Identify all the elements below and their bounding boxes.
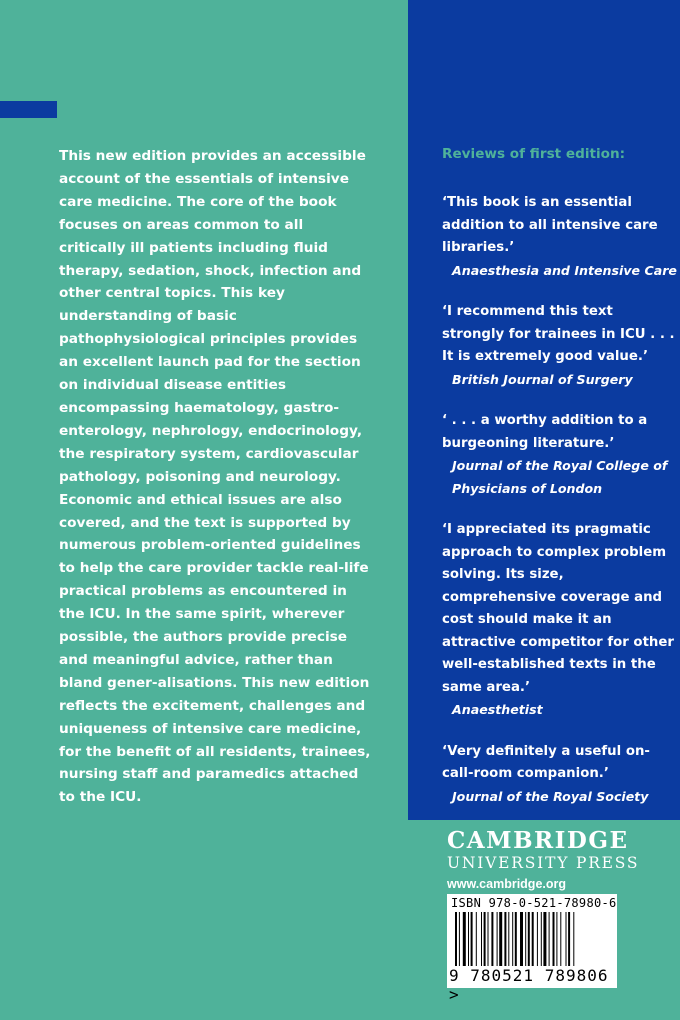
barcode-digits: 9 780521 789806 >: [449, 966, 609, 1004]
barcode-bar: [499, 912, 502, 966]
barcode-bars: [453, 912, 611, 970]
review-item: [442, 301, 678, 391]
barcode-bar: [553, 912, 555, 966]
review-quote: ‘ . . . a worthy addition to a burgeoning literature.’: [442, 413, 648, 451]
review-source: Anaesthetist: [452, 702, 543, 717]
barcode-bar: [520, 912, 523, 966]
reviews-heading: Reviews of first edition:: [442, 146, 626, 162]
barcode-bar: [525, 912, 526, 966]
review-quote: ‘This book is an essential addition to all intensive care libraries.’: [442, 195, 658, 255]
publisher-name: CAMBRIDGE: [447, 827, 629, 854]
review-item: [442, 192, 678, 282]
barcode-bar: [556, 912, 557, 966]
publisher-subtitle: UNIVERSITY PRESS: [447, 854, 640, 872]
barcode-bar: [573, 912, 574, 966]
review-item: [442, 410, 678, 500]
barcode-bar: [504, 912, 506, 966]
barcode: [447, 894, 617, 1004]
isbn-label: ISBN 978-0-521-78980-6: [451, 896, 617, 910]
barcode-bar: [543, 912, 546, 966]
review-source: British Journal of Surgery: [452, 371, 633, 387]
barcode-bar: [476, 912, 477, 966]
barcode-bar: [512, 912, 513, 966]
barcode-bar: [568, 912, 570, 966]
reviews-panel: [408, 0, 680, 820]
review-source: Anaesthesia and Intensive Care: [452, 262, 677, 278]
barcode-bar: [549, 912, 550, 966]
barcode-bar: [481, 912, 482, 966]
barcode-bar: [459, 912, 460, 966]
barcode-bar: [532, 912, 534, 966]
review-list: [442, 192, 678, 827]
review-item: [442, 519, 678, 722]
barcode-bar: [463, 912, 466, 966]
barcode-bar: [468, 912, 469, 966]
publisher-logo: [447, 828, 639, 891]
barcode-bar: [484, 912, 486, 966]
barcode-bar: [537, 912, 538, 966]
review-source: Journal of the Royal Society: [452, 788, 649, 804]
barcode-bar: [541, 912, 542, 966]
barcode-bar: [515, 912, 517, 966]
accent-bar: [0, 101, 57, 118]
review-quote: ‘I recommend this text strongly for trainees in ICU . . . It is extremely good value.’: [442, 304, 675, 364]
barcode-bar: [488, 912, 489, 966]
publisher-url: www.cambridge.org: [447, 877, 567, 891]
barcode-bar: [497, 912, 498, 966]
barcode-bar: [566, 912, 567, 966]
barcode-bar: [491, 912, 493, 966]
review-source: Journal of the Royal College of Physicians of London: [452, 458, 668, 496]
barcode-bar: [471, 912, 473, 966]
barcode-bar: [528, 912, 530, 966]
barcode-bar: [560, 912, 561, 966]
review-quote: ‘I appreciated its pragmatic approach to complex problem solving. Its size, comprehensive coverage and cost should make it an attractive competitor for other well-established texts in the same area.’: [442, 522, 674, 695]
review-item: [442, 741, 678, 809]
barcode-bar: [455, 912, 457, 966]
barcode-bar: [508, 912, 509, 966]
book-description: This new edition provides an accessible account of the essentials of intensive care medicine. The core of the book focuses on areas common to all critically ill patients including fluid therapy, sedation, shock, infection and other central topics. This key understanding of basic pathophysiological principles provides an excellent launch pad for the section on individual disease entities encompassing haematology, gastro-enterology, nephrology, endocrinology, the respiratory system, cardiovascular pathology, poisoning and neurology. Economic and ethical issues are also covered, and the text is supported by numerous problem-oriented guidelines to help the care provider tackle real-life practical problems as encountered in the ICU. In the same spirit, wherever possible, the authors provide precise and meaningful advice, rather than bland gener-alisations. This new edition reflects the excitement, challenges and uniqueness of intensive care medicine, for the benefit of all residents, trainees, nursing staff and paramedics attached to the ICU.: [59, 148, 371, 806]
review-quote: ‘Very definitely a useful on-call-room companion.’: [442, 743, 650, 781]
